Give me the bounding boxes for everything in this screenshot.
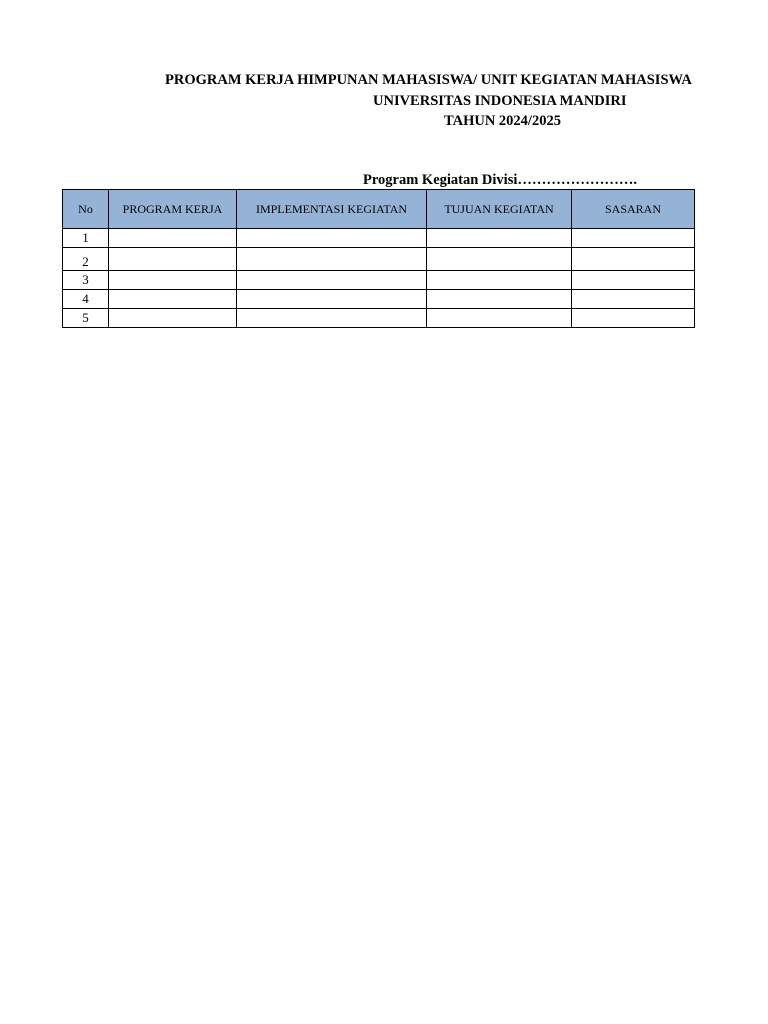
sasaran-cell[interactable]: [572, 271, 695, 290]
row-number-cell: 4: [63, 290, 109, 309]
university-name: UNIVERSITAS INDONESIA MANDIRI: [373, 93, 627, 109]
sasaran-cell[interactable]: [572, 248, 695, 271]
table-row: [63, 290, 695, 309]
implementasi-cell[interactable]: [237, 248, 427, 271]
table-header-row: [63, 190, 695, 229]
column-header-tujuan-kegiatan: TUJUAN KEGIATAN: [427, 190, 572, 229]
table-row: [63, 248, 695, 271]
program-kerja-cell[interactable]: [109, 271, 237, 290]
row-number-cell: 2: [63, 248, 109, 271]
sasaran-cell[interactable]: [572, 309, 695, 328]
column-header-implementasi-kegiatan: IMPLEMENTASI KEGIATAN: [237, 190, 427, 229]
row-number-cell: 5: [63, 309, 109, 328]
tujuan-cell[interactable]: [427, 229, 572, 248]
program-kerja-cell[interactable]: [109, 290, 237, 309]
tujuan-cell[interactable]: [427, 309, 572, 328]
academic-year: TAHUN 2024/2025: [444, 113, 561, 129]
column-header-no: No: [63, 190, 109, 229]
tujuan-cell[interactable]: [427, 271, 572, 290]
table-row: [63, 229, 695, 248]
implementasi-cell[interactable]: [237, 271, 427, 290]
row-number-cell: 3: [63, 271, 109, 290]
column-header-program-kerja: PROGRAM KERJA: [109, 190, 237, 229]
tujuan-cell[interactable]: [427, 290, 572, 309]
implementasi-cell[interactable]: [237, 229, 427, 248]
table-row: [63, 309, 695, 328]
program-kerja-cell[interactable]: [109, 309, 237, 328]
table-row: [63, 271, 695, 290]
implementasi-cell[interactable]: [237, 309, 427, 328]
program-table: [62, 189, 695, 328]
sasaran-cell[interactable]: [572, 229, 695, 248]
program-kerja-cell[interactable]: [109, 229, 237, 248]
document-title: PROGRAM KERJA HIMPUNAN MAHASISWA/ UNIT KEGIATAN MAHASISWA: [165, 72, 692, 88]
division-label: Program Kegiatan Divisi…………………….: [363, 172, 638, 188]
sasaran-cell[interactable]: [572, 290, 695, 309]
tujuan-cell[interactable]: [427, 248, 572, 271]
program-kerja-cell[interactable]: [109, 248, 237, 271]
row-number-cell: 1: [63, 229, 109, 248]
column-header-sasaran: SASARAN: [572, 190, 695, 229]
implementasi-cell[interactable]: [237, 290, 427, 309]
